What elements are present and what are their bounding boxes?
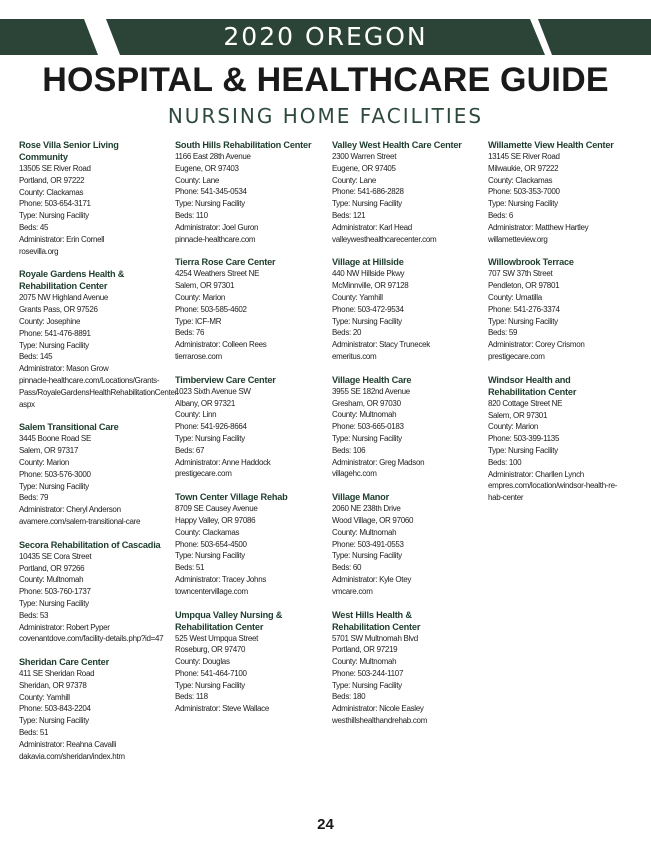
facility-website[interactable]: valleywesthealthcarecenter.com (332, 234, 437, 244)
facility-detail: Milwaukie, OR 97222 (488, 163, 559, 173)
facility-detail: Administrator: Nicole Easley (332, 704, 424, 714)
facility-listing (332, 609, 482, 727)
facility-detail: Eugene, OR 97405 (332, 163, 396, 173)
facility-detail: 707 SW 37th Street (488, 269, 553, 279)
facility-listing (175, 139, 325, 245)
facility-name: Timberview Care Center (175, 374, 276, 385)
facility-name: Willowbrook Terrace (488, 257, 574, 268)
facility-listing (19, 139, 169, 257)
facility-detail: Administrator: Karl Head (332, 222, 412, 232)
facility-listing (175, 374, 325, 480)
facility-detail: Administrator: Robert Pyper (19, 622, 110, 632)
year-title: 2020 OREGON (223, 22, 428, 51)
facility-listing (332, 256, 482, 362)
facility-detail: Type: Nursing Facility (175, 551, 245, 561)
facility-detail: 5701 SW Multnomah Blvd (332, 633, 418, 643)
listing-column-4 (488, 139, 638, 515)
facility-website[interactable]: Pass/RoyaleGardensHealthRehabilitationCenter. (19, 387, 179, 397)
facility-name: Village Health Care (332, 374, 412, 385)
facility-detail: Phone: 503-654-3171 (19, 199, 91, 209)
facility-detail: Type: Nursing Facility (332, 433, 402, 443)
facility-detail: Roseburg, OR 97470 (175, 645, 246, 655)
facility-name: Valley West Health Care Center (332, 140, 462, 150)
facility-detail: 820 Cottage Street NE (488, 398, 563, 408)
facility-name: Rehabilitation Center (19, 281, 108, 292)
facility-detail: Beds: 53 (19, 610, 49, 620)
facility-detail: Beds: 45 (19, 222, 49, 232)
facility-detail: Type: Nursing Facility (175, 199, 245, 209)
facility-listing (332, 139, 482, 245)
facility-website[interactable]: prestigecare.com (175, 469, 232, 479)
facility-detail: Administrator: Corey Crismon (488, 340, 585, 350)
facility-detail: County: Yamhill (332, 292, 383, 302)
facility-detail: 1023 Sixth Avenue SW (175, 386, 251, 396)
facility-detail: Beds: 118 (175, 692, 208, 702)
facility-detail: Beds: 67 (175, 445, 205, 455)
facility-detail: Type: Nursing Facility (19, 481, 89, 491)
facility-website[interactable]: towncentervillage.com (175, 586, 248, 596)
facility-detail: Wood Village, OR 97060 (332, 515, 414, 525)
facility-detail: 3445 Boone Road SE (19, 434, 91, 444)
facility-detail: Type: Nursing Facility (19, 716, 89, 726)
facility-detail: 4254 Weathers Street NE (175, 269, 260, 279)
facility-detail: Beds: 51 (175, 563, 205, 573)
facility-detail: Beds: 180 (332, 692, 366, 702)
facility-detail: Phone: 503-244-1107 (332, 668, 404, 678)
facility-detail: Eugene, OR 97403 (175, 163, 239, 173)
facility-listing (332, 491, 482, 597)
facility-name: Tierra Rose Care Center (175, 257, 276, 268)
facility-detail: County: Marion (488, 422, 539, 432)
facility-detail: Beds: 6 (488, 210, 514, 220)
facility-detail: Beds: 100 (488, 457, 522, 467)
facility-name: Salem Transitional Care (19, 422, 119, 433)
facility-detail: Type: ICF-MR (175, 316, 222, 326)
facility-name: Rehabilitation Center (175, 621, 264, 632)
facility-website[interactable]: emeritus.com (332, 351, 377, 361)
facility-name: Rehabilitation Center (488, 386, 577, 397)
facility-name: Secora Rehabilitation of Cascadia (19, 539, 161, 550)
facility-name: Rehabilitation Center (332, 621, 421, 632)
facility-detail: Administrator: Anne Haddock (175, 457, 271, 467)
facility-listing (488, 139, 638, 245)
facility-detail: Administrator: Greg Madson (332, 457, 425, 467)
facility-detail: 8709 SE Causey Avenue (175, 504, 258, 514)
facility-detail: County: Marion (175, 292, 226, 302)
facility-detail: County: Multnomah (332, 657, 397, 667)
facility-detail: Beds: 79 (19, 493, 49, 503)
facility-detail: County: Clackamas (175, 527, 240, 537)
facility-website[interactable]: empres.com/location/windsor-health-re- (488, 481, 618, 491)
facility-website[interactable]: villagehc.com (332, 469, 377, 479)
facility-name: West Hills Health & (332, 609, 412, 620)
facility-website[interactable]: willametteview.org (488, 234, 548, 244)
facility-detail: Grants Pass, OR 97526 (19, 305, 98, 315)
facility-listing (332, 374, 482, 480)
facility-detail: Administrator: Reahna Cavalli (19, 739, 117, 749)
facility-detail: County: Lane (175, 175, 219, 185)
facility-detail: aspx (19, 399, 35, 409)
facility-detail: 10435 SE Cora Street (19, 551, 92, 561)
facility-detail: Albany, OR 97321 (175, 398, 235, 408)
facility-detail: Phone: 503-491-0553 (332, 539, 404, 549)
facility-detail: Phone: 503-353-7000 (488, 187, 560, 197)
facility-detail: Beds: 76 (175, 328, 205, 338)
facility-detail: Phone: 503-665-0183 (332, 422, 404, 432)
facility-detail: Beds: 20 (332, 328, 362, 338)
facility-listing (175, 256, 325, 362)
facility-detail: Type: Nursing Facility (488, 199, 558, 209)
facility-detail: Type: Nursing Facility (332, 316, 402, 326)
facility-detail: Phone: 503-654-4500 (175, 539, 247, 549)
facility-detail: Salem, OR 97301 (175, 281, 235, 291)
listing-column-2 (175, 139, 325, 726)
facility-website[interactable]: westhillshealthandrehab.com (332, 716, 428, 726)
facility-detail: Administrator: Joel Guron (175, 222, 259, 232)
facility-website[interactable]: covenantdove.com/facility-details.php?id=47 (19, 634, 164, 644)
facility-listing (488, 374, 638, 504)
facility-detail: Type: Nursing Facility (332, 551, 402, 561)
facility-listing (175, 609, 325, 716)
facility-detail: Phone: 503-399-1135 (488, 434, 560, 444)
facility-detail: County: Clackamas (19, 187, 84, 197)
facility-detail: County: Multnomah (332, 410, 397, 420)
facility-website[interactable]: pinnacle-healthcare.com (175, 234, 256, 244)
facility-detail: 411 SE Sheridan Road (19, 669, 95, 679)
facility-website[interactable]: rosevilla.org (19, 246, 59, 256)
facility-detail: County: Marion (19, 457, 70, 467)
facility-detail: Administrator: Tracey Johns (175, 574, 267, 584)
facility-name: Windsor Health and (488, 374, 571, 385)
facility-detail: Administrator: Erin Cornell (19, 234, 105, 244)
facility-detail: Salem, OR 97301 (488, 410, 548, 420)
facility-detail: Phone: 541-276-3374 (488, 304, 560, 314)
facility-detail: County: Linn (175, 410, 217, 420)
facility-detail: Administrator: Colleen Rees (175, 340, 267, 350)
page-number: 24 (317, 816, 334, 833)
facility-detail: Salem, OR 97317 (19, 446, 79, 456)
facility-listing (19, 539, 169, 645)
facility-website[interactable]: dakavia.com/sheridan/index.htm (19, 751, 125, 761)
facility-detail: Phone: 503-576-3000 (19, 469, 91, 479)
facility-name: Village at Hillside (332, 257, 404, 268)
facility-detail: Beds: 106 (332, 445, 366, 455)
facility-detail: hab-center (488, 493, 524, 503)
facility-detail: Administrator: Steve Wallace (175, 704, 270, 714)
facility-listing (19, 268, 179, 410)
facility-website[interactable]: prestigecare.com (488, 351, 545, 361)
facility-website[interactable]: tierrarose.com (175, 351, 222, 361)
facility-detail: Type: Nursing Facility (19, 211, 89, 221)
facility-name: Willamette View Health Center (488, 140, 614, 150)
facility-name: Umpqua Valley Nursing & (175, 609, 283, 620)
facility-detail: County: Clackamas (488, 175, 553, 185)
facility-detail: Beds: 60 (332, 563, 362, 573)
page-title: HOSPITAL & HEALTHCARE GUIDE (42, 61, 609, 99)
facility-website[interactable]: vmcare.com (332, 586, 373, 596)
facility-website[interactable]: pinnacle-healthcare.com/Locations/Grants- (19, 375, 160, 385)
facility-detail: Phone: 503-843-2204 (19, 704, 91, 714)
facility-detail: Phone: 541-926-8664 (175, 422, 247, 432)
facility-detail: 2300 Warren Street (332, 152, 397, 161)
facility-detail: Type: Nursing Facility (332, 680, 402, 690)
facility-detail: Gresham, OR 97030 (332, 398, 401, 408)
facility-name: Rose Villa Senior Living Community (19, 140, 119, 162)
facility-detail: Portland, OR 97219 (332, 645, 398, 655)
facility-detail: 3955 SE 182nd Avenue (332, 386, 410, 396)
facility-detail: County: Multnomah (332, 527, 397, 537)
facility-detail: County: Multnomah (19, 575, 84, 585)
facility-detail: Administrator: Mason Grow (19, 364, 109, 374)
facility-detail: Beds: 59 (488, 328, 518, 338)
facility-detail: Beds: 110 (175, 210, 208, 220)
facility-detail: County: Douglas (175, 657, 230, 667)
facility-detail: Phone: 541-476-8891 (19, 328, 91, 338)
facility-detail: 440 NW Hillside Pkwy (332, 269, 405, 279)
facility-detail: County: Yamhill (19, 692, 70, 702)
listing-column-3 (332, 139, 482, 738)
facility-detail: Phone: 503-585-4602 (175, 304, 247, 314)
facility-listing (19, 656, 169, 762)
facility-name: Sheridan Care Center (19, 657, 109, 668)
facility-detail: 2075 NW Highland Avenue (19, 293, 109, 303)
facility-detail: Type: Nursing Facility (19, 598, 89, 608)
facility-detail: Pendleton, OR 97801 (488, 281, 560, 291)
facility-detail: Type: Nursing Facility (175, 433, 245, 443)
facility-detail: Administrator: Stacy Trunecek (332, 340, 431, 350)
facility-detail: Phone: 503-472-9534 (332, 304, 404, 314)
facility-detail: 13505 SE River Road (19, 164, 91, 173)
facility-detail: Phone: 541-686-2828 (332, 187, 404, 197)
section-subtitle: NURSING HOME FACILITIES (167, 104, 484, 128)
facility-detail: Administrator: Charllen Lynch (488, 469, 584, 479)
facility-detail: Phone: 541-464-7100 (175, 668, 247, 678)
facility-detail: Type: Nursing Facility (488, 445, 558, 455)
facility-name: Village Manor (332, 492, 389, 503)
facility-detail: Portland, OR 97222 (19, 175, 85, 185)
facility-listing (175, 491, 325, 597)
facility-detail: Administrator: Cheryl Anderson (19, 505, 121, 515)
facility-detail: Administrator: Kyle Otey (332, 574, 412, 584)
facility-listing (488, 256, 638, 362)
facility-detail: 525 West Umpqua Street (175, 633, 259, 643)
facility-detail: Phone: 541-345-0534 (175, 187, 247, 197)
facility-name: South Hills Rehabilitation Center (175, 140, 312, 150)
facility-detail: Beds: 51 (19, 728, 49, 738)
facility-detail: Beds: 145 (19, 352, 53, 362)
facility-detail: 13145 SE River Road (488, 152, 560, 161)
listing-column-1 (19, 139, 179, 773)
facility-detail: County: Lane (332, 175, 376, 185)
facility-detail: Administrator: Matthew Hartley (488, 222, 589, 232)
facility-detail: Happy Valley, OR 97086 (175, 515, 256, 525)
facility-detail: Phone: 503-760-1737 (19, 587, 91, 597)
facility-detail: Sheridan, OR 97378 (19, 680, 87, 690)
facility-name: Town Center Village Rehab (175, 492, 288, 503)
facility-listing (19, 421, 169, 527)
facility-detail: 2060 NE 238th Drive (332, 504, 401, 514)
facility-detail: Type: Nursing Facility (332, 199, 402, 209)
facility-detail: McMinnville, OR 97128 (332, 281, 409, 291)
facility-detail: 1166 East 28th Avenue (175, 152, 251, 161)
facility-detail: County: Umatilla (488, 292, 542, 302)
facility-detail: Beds: 121 (332, 210, 366, 220)
facility-detail: Type: Nursing Facility (488, 316, 558, 326)
facility-detail: Portland, OR 97266 (19, 563, 85, 573)
facility-detail: Type: Nursing Facility (175, 680, 245, 690)
facility-detail: Type: Nursing Facility (19, 340, 89, 350)
facility-name: Royale Gardens Health & (19, 269, 125, 280)
facility-website[interactable]: avamere.com/salem-transitional-care (19, 516, 141, 526)
facility-detail: County: Josephine (19, 316, 81, 326)
